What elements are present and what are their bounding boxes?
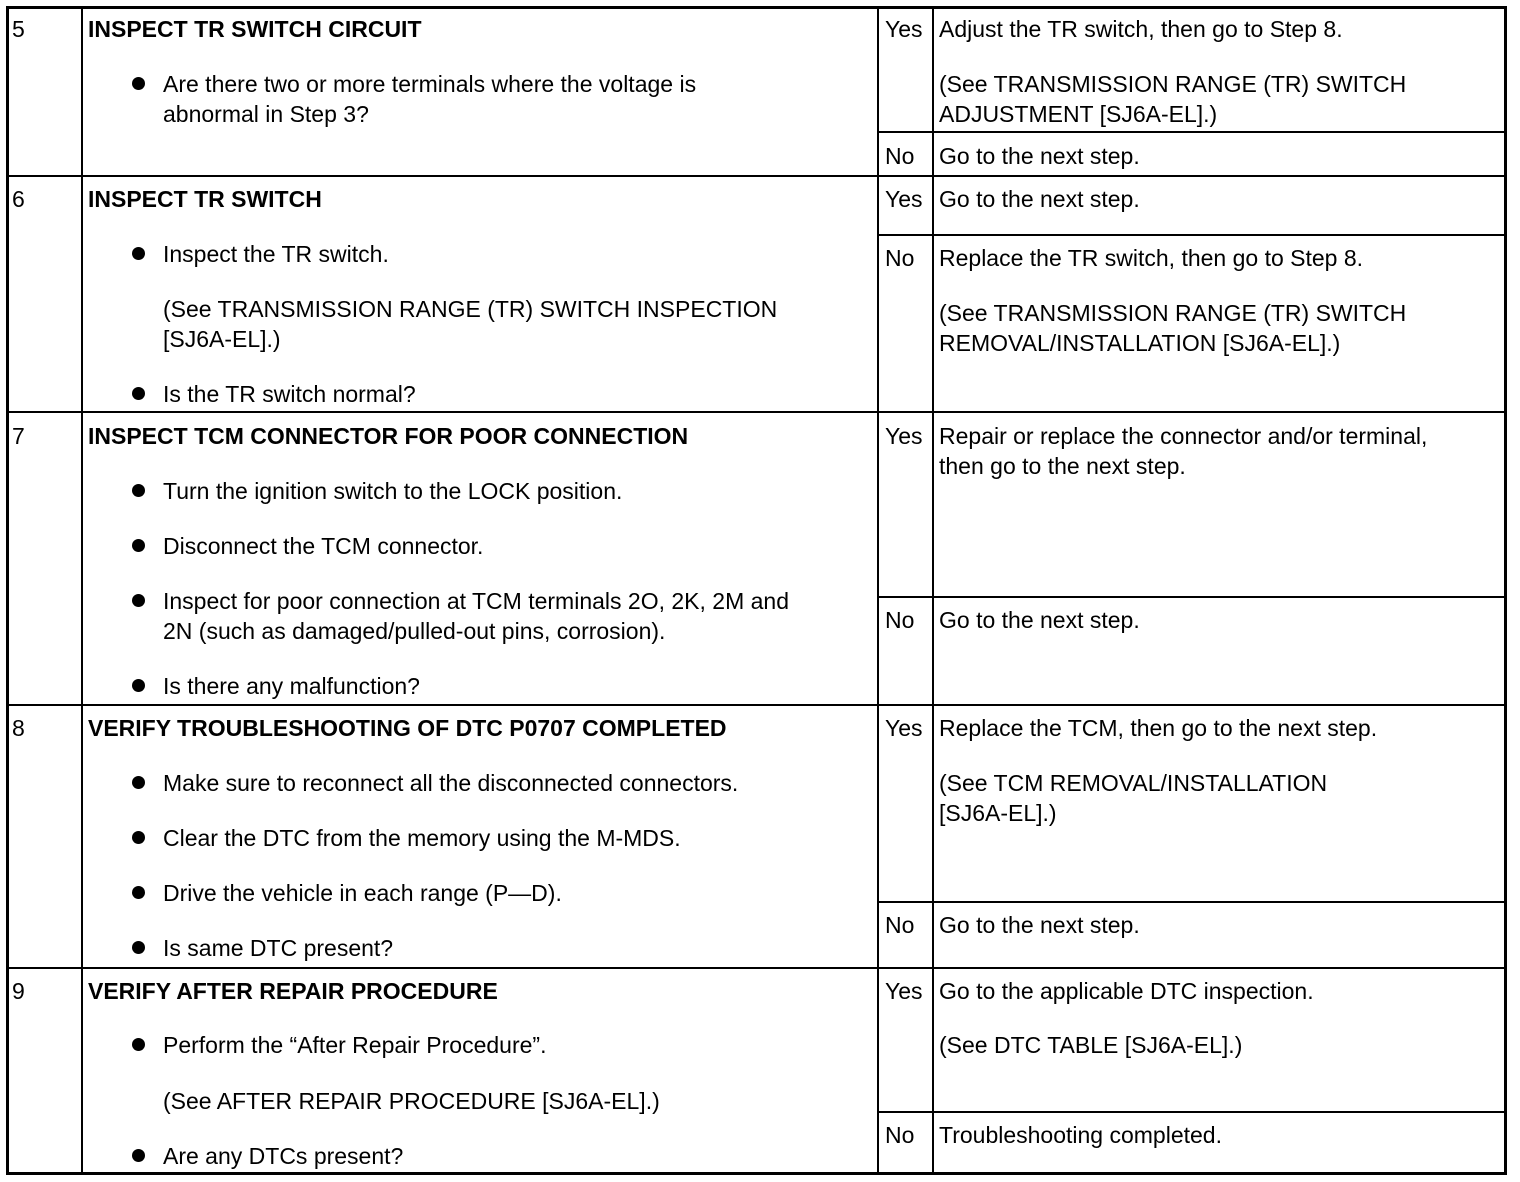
reference-link[interactable]: (See DTC TABLE [SJ6A-EL].) [939,1032,1243,1058]
reference-link[interactable]: REMOVAL/INSTALLATION [SJ6A-EL].) [939,330,1341,356]
bullet-icon [132,387,145,400]
reference-link[interactable]: (See TRANSMISSION RANGE (TR) SWITCH INSPECTION [163,296,778,322]
yes-action: Go to the next step. [939,186,1140,212]
yes-no-divider [878,596,1505,598]
no-label: No [885,912,915,938]
bullet-icon [132,1149,145,1162]
column-divider-result [877,8,879,1174]
bullet-icon [132,484,145,497]
instruction-text: Is there any malfunction? [163,673,420,699]
bullet-icon [132,594,145,607]
instruction-text: Inspect for poor connection at TCM terminals 2O, 2K, 2M and [163,588,789,614]
instruction-text: Disconnect the TCM connector. [163,533,484,559]
step-title: INSPECT TR SWITCH [88,186,322,212]
instruction-text: Is the TR switch normal? [163,381,416,407]
reference-link[interactable]: (See TRANSMISSION RANGE (TR) SWITCH [939,300,1407,326]
yes-no-divider [878,234,1505,236]
step-number: 7 [12,423,25,449]
column-divider-step [81,8,83,1174]
reference-link[interactable]: [SJ6A-EL].) [163,326,281,352]
no-label: No [885,607,915,633]
no-label: No [885,143,915,169]
step-number: 5 [12,16,25,42]
yes-label: Yes [885,186,923,212]
step-number: 9 [12,978,25,1004]
yes-label: Yes [885,423,923,449]
no-action: Troubleshooting completed. [939,1122,1222,1148]
row-divider [8,411,1505,413]
yes-no-divider [878,901,1505,903]
row-divider [8,175,1505,177]
column-divider-action [932,8,934,1174]
instruction-text: Clear the DTC from the memory using the M-MDS. [163,825,681,851]
row-divider [8,967,1505,969]
bullet-icon [132,941,145,954]
step-title: INSPECT TR SWITCH CIRCUIT [88,16,422,42]
yes-label: Yes [885,978,923,1004]
reference-link[interactable]: [SJ6A-EL].) [939,800,1057,826]
step-title: VERIFY AFTER REPAIR PROCEDURE [88,978,498,1004]
yes-action: Repair or replace the connector and/or terminal, [939,423,1428,449]
yes-label: Yes [885,16,923,42]
bullet-icon [132,776,145,789]
reference-link[interactable]: (See AFTER REPAIR PROCEDURE [SJ6A-EL].) [163,1088,660,1114]
instruction-text: Are there two or more terminals where the voltage is [163,71,697,97]
reference-link[interactable]: (See TRANSMISSION RANGE (TR) SWITCH [939,71,1407,97]
bullet-icon [132,1038,145,1051]
reference-link[interactable]: ADJUSTMENT [SJ6A-EL].) [939,101,1218,127]
yes-action: then go to the next step. [939,453,1186,479]
yes-label: Yes [885,715,923,741]
bullet-icon [132,247,145,260]
step-number: 8 [12,715,25,741]
step-title: VERIFY TROUBLESHOOTING OF DTC P0707 COMPLETED [88,715,727,741]
no-action: Go to the next step. [939,607,1140,633]
instruction-text: Is same DTC present? [163,935,394,961]
bullet-icon [132,679,145,692]
yes-no-divider [878,131,1505,133]
instruction-text: Perform the “After Repair Procedure”. [163,1032,547,1058]
bullet-icon [132,539,145,552]
instruction-text: abnormal in Step 3? [163,101,369,127]
step-number: 6 [12,186,25,212]
row-divider [8,704,1505,706]
bullet-icon [132,831,145,844]
yes-action: Go to the applicable DTC inspection. [939,978,1314,1004]
instruction-text: 2N (such as damaged/pulled-out pins, corrosion). [163,618,666,644]
bullet-icon [132,886,145,899]
no-action: Go to the next step. [939,143,1140,169]
instruction-text: Turn the ignition switch to the LOCK position. [163,478,623,504]
step-title: INSPECT TCM CONNECTOR FOR POOR CONNECTION [88,423,689,449]
yes-action: Adjust the TR switch, then go to Step 8. [939,16,1343,42]
yes-action: Replace the TCM, then go to the next step. [939,715,1378,741]
reference-link[interactable]: (See TCM REMOVAL/INSTALLATION [939,770,1328,796]
instruction-text: Are any DTCs present? [163,1143,404,1169]
instruction-text: Drive the vehicle in each range (P—D). [163,880,562,906]
no-action: Replace the TR switch, then go to Step 8. [939,245,1364,271]
instruction-text: Make sure to reconnect all the disconnected connectors. [163,770,739,796]
instruction-text: Inspect the TR switch. [163,241,389,267]
no-label: No [885,1122,915,1148]
no-label: No [885,245,915,271]
no-action: Go to the next step. [939,912,1140,938]
bullet-icon [132,77,145,90]
yes-no-divider [878,1111,1505,1113]
